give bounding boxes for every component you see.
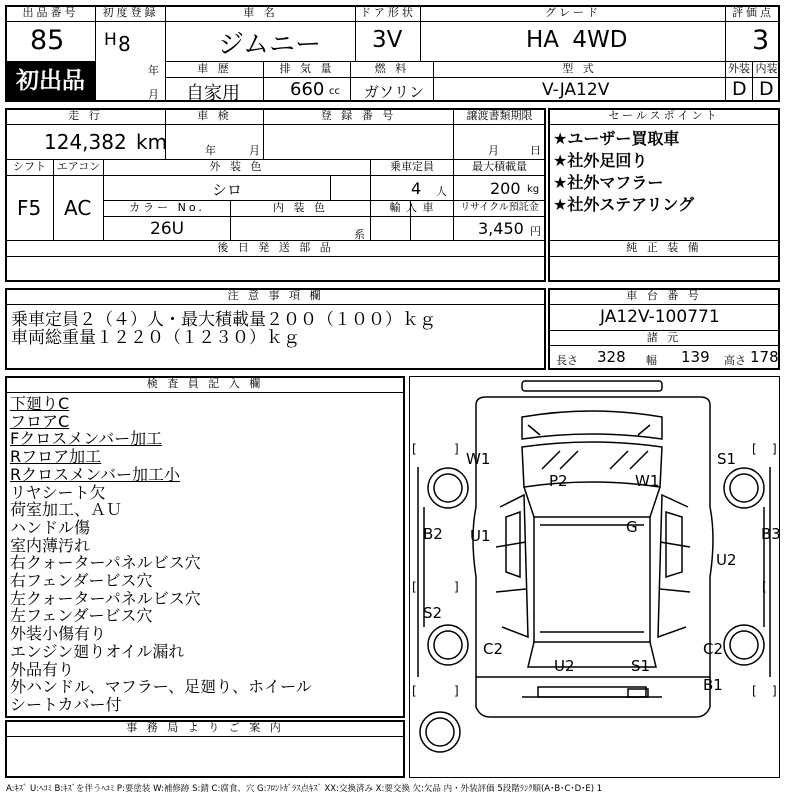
selling-points-list xyxy=(553,128,694,216)
shift-label: シフト xyxy=(13,160,46,173)
inspector-line: 下廻りC xyxy=(10,394,70,413)
height-value: 178 xyxy=(750,348,779,366)
int-color-suffix: 系 xyxy=(354,228,365,241)
month-suffix: 月 xyxy=(148,88,159,101)
svg-text:]: ] xyxy=(454,580,459,594)
score-label: 評価点 xyxy=(732,6,774,19)
svg-text:[: [ xyxy=(412,684,417,698)
ext-label: 外装 xyxy=(728,62,750,75)
damage-mark: W1 xyxy=(635,472,660,490)
ext-value: D xyxy=(732,78,747,100)
svg-text:[: [ xyxy=(412,442,417,456)
shift-value: F5 xyxy=(17,196,42,220)
inspector-line: Rフロア加工 xyxy=(10,447,102,467)
lot-label: 出品番号 xyxy=(22,6,79,19)
svg-text:]: ] xyxy=(454,442,459,456)
damage-mark: U1 xyxy=(470,527,491,545)
int-value: D xyxy=(759,78,774,100)
recycle-unit: 円 xyxy=(530,225,541,238)
width-value: 139 xyxy=(681,348,710,366)
transfer-day: 日 xyxy=(530,144,541,157)
inspector-line: ハンドル傷 xyxy=(10,517,91,537)
reg-year: 8 xyxy=(118,32,131,56)
later-parts-label: 後 日 発 送 部 品 xyxy=(217,241,334,254)
load-value: 200 xyxy=(490,179,521,198)
load-label: 最大積載量 xyxy=(472,160,527,173)
fuel-value: ガソリン xyxy=(364,83,425,101)
displacement-value: 660 xyxy=(290,79,325,100)
inspection-year: 年 xyxy=(205,144,216,157)
note-line: 乗車定員２（４）人・最大積載量２００（１００）ｋｇ xyxy=(11,310,436,330)
int-label: 内装 xyxy=(755,62,778,75)
capacity-value: 4 xyxy=(411,179,422,198)
door-value: 3V xyxy=(372,27,403,53)
ac-label: エアコン xyxy=(56,160,101,173)
history-label: 車 歴 xyxy=(197,62,232,75)
damage-mark: W1 xyxy=(466,450,491,468)
damage-mark: B1 xyxy=(703,676,723,694)
inspector-line: フロアC xyxy=(10,411,70,431)
inspector-line: 外装小傷有り xyxy=(10,624,107,644)
grade-label: グレード xyxy=(545,6,601,19)
svg-text:[: [ xyxy=(752,442,757,456)
inspector-line: 室内薄汚れ xyxy=(10,535,91,555)
damage-mark: U2 xyxy=(716,551,737,569)
damage-mark: C2 xyxy=(703,640,724,658)
model-label: 型 式 xyxy=(562,62,597,75)
capacity-unit: 人 xyxy=(436,185,447,198)
inspector-line: 右フェンダービス穴 xyxy=(10,571,153,591)
damage-mark: G xyxy=(626,518,638,536)
selling-point: ★ユーザー買取車 xyxy=(553,129,680,148)
displacement-label: 排 気 量 xyxy=(279,62,335,75)
ac-value: AC xyxy=(64,196,92,220)
score-value: 3 xyxy=(752,25,770,56)
selling-point: ★社外足回り xyxy=(553,151,648,170)
inspector-line: エンジン廻りオイル漏れ xyxy=(10,641,185,661)
svg-text:[: [ xyxy=(752,684,757,698)
inspector-line: 荷室加工、ＡＵ xyxy=(10,500,123,520)
damage-mark: C2 xyxy=(483,640,504,658)
lot-number: 85 xyxy=(30,25,65,56)
fuel-label: 燃 料 xyxy=(374,62,410,75)
inspector-line: 左クォーターパネルビス穴 xyxy=(10,588,201,608)
era: H xyxy=(104,30,117,50)
chassis-value: JA12V-100771 xyxy=(600,307,720,327)
door-label: ドア形状 xyxy=(360,6,416,19)
width-label: 幅 xyxy=(646,354,657,367)
damage-mark: B3 xyxy=(761,525,781,543)
inspector-lines xyxy=(10,395,312,714)
inspection-label: 車 検 xyxy=(197,109,232,122)
color-value: シロ xyxy=(212,181,243,199)
office-label: 事 務 局 よ り ご 案 内 xyxy=(126,721,284,734)
inspector-line: 外ハンドル、マフラー、足廻り、ホイール xyxy=(10,677,312,697)
inspector-line: 左フェンダービス穴 xyxy=(10,606,153,626)
car-diagram xyxy=(410,377,779,777)
import-label: 輸 入 車 xyxy=(389,201,435,214)
inspector-line: シートカバー付 xyxy=(10,694,122,714)
damage-mark: S1 xyxy=(631,657,651,675)
inspector-line: 外品有り xyxy=(10,659,75,679)
int-color-label: 内 装 色 xyxy=(273,201,328,214)
recycle-label: リサイクル預託金 xyxy=(460,202,539,213)
svg-text:[: [ xyxy=(412,580,417,594)
displacement-unit: cc xyxy=(329,86,340,97)
inspector-line: 右クォーターパネルビス穴 xyxy=(10,553,201,573)
svg-text:[: [ xyxy=(762,580,767,594)
dims-label: 諸 元 xyxy=(646,331,682,344)
selling-point: ★社外ステアリング xyxy=(553,195,695,214)
recycle-value: 3,450 xyxy=(478,219,524,238)
mileage-unit: km xyxy=(136,130,168,154)
svg-text:]: ] xyxy=(772,684,777,698)
notes-lines xyxy=(11,311,436,347)
length-label: 長さ xyxy=(556,354,578,367)
history-value: 自家用 xyxy=(186,83,240,104)
inspector-line: Rクロスメンバー加工小 xyxy=(10,464,180,484)
plate-label: 登 録 番 号 xyxy=(320,109,397,122)
grade-value: HA 4WD xyxy=(526,27,628,53)
inspector-line: リヤシート欠 xyxy=(10,482,106,502)
height-label: 高さ xyxy=(724,354,746,367)
transfer-month: 月 xyxy=(488,144,499,157)
notes-label: 注 意 事 項 欄 xyxy=(227,289,324,302)
color-no-label: カラー No. xyxy=(129,201,205,214)
color-label: 外 装 色 xyxy=(209,160,265,173)
name-label: 車 名 xyxy=(243,6,278,19)
damage-mark: B2 xyxy=(423,525,443,543)
mileage-label: 走 行 xyxy=(68,109,103,122)
car-name: ジムニー xyxy=(218,30,321,60)
inspection-month: 月 xyxy=(249,144,260,157)
year-suffix: 年 xyxy=(148,64,159,77)
length-value: 328 xyxy=(597,348,626,366)
damage-mark: S2 xyxy=(423,604,443,622)
model-value: V-JA12V xyxy=(542,80,610,100)
inspector-line: Fクロスメンバー加工 xyxy=(10,429,163,449)
mileage-value: 124,382 xyxy=(44,130,127,154)
inspector-label: 検 査 員 記 入 欄 xyxy=(146,377,264,390)
color-no-value: 26U xyxy=(150,219,185,239)
legend: A:ｷｽﾞ U:ﾍｺﾐ B:ｷｽﾞを伴うﾍｺﾐ P:要塗装 W:補修跡 S:錆 C:腐食、穴 G:ﾌﾛﾝﾄｶﾞﾗｽ点ｷｽﾞ XX:交換済み X:要交換 欠:欠品 内・外装評価 5段階ﾗﾝｸ順(A･B･C･D･E) 1 xyxy=(6,784,603,794)
chassis-label: 車 台 番 号 xyxy=(626,289,702,302)
damage-mark: U2 xyxy=(554,657,575,675)
capacity-label: 乗車定員 xyxy=(390,160,434,173)
selling-point: ★社外マフラー xyxy=(553,173,664,192)
damage-mark: S1 xyxy=(717,450,737,468)
reg-label: 初度登録 xyxy=(102,6,159,19)
selling-label: セールスポイント xyxy=(608,109,720,122)
load-unit: kg xyxy=(527,184,540,195)
note-line: 車両総重量１２２０（１２３０）ｋｇ xyxy=(11,328,300,348)
damage-mark: P2 xyxy=(549,472,568,490)
svg-text:]: ] xyxy=(454,684,459,698)
svg-text:]: ] xyxy=(772,442,777,456)
transfer-label: 譲渡書類期限 xyxy=(466,109,533,122)
genuine-label: 純 正 装 備 xyxy=(626,241,702,254)
first-listing-badge: 初出品 xyxy=(6,62,95,101)
